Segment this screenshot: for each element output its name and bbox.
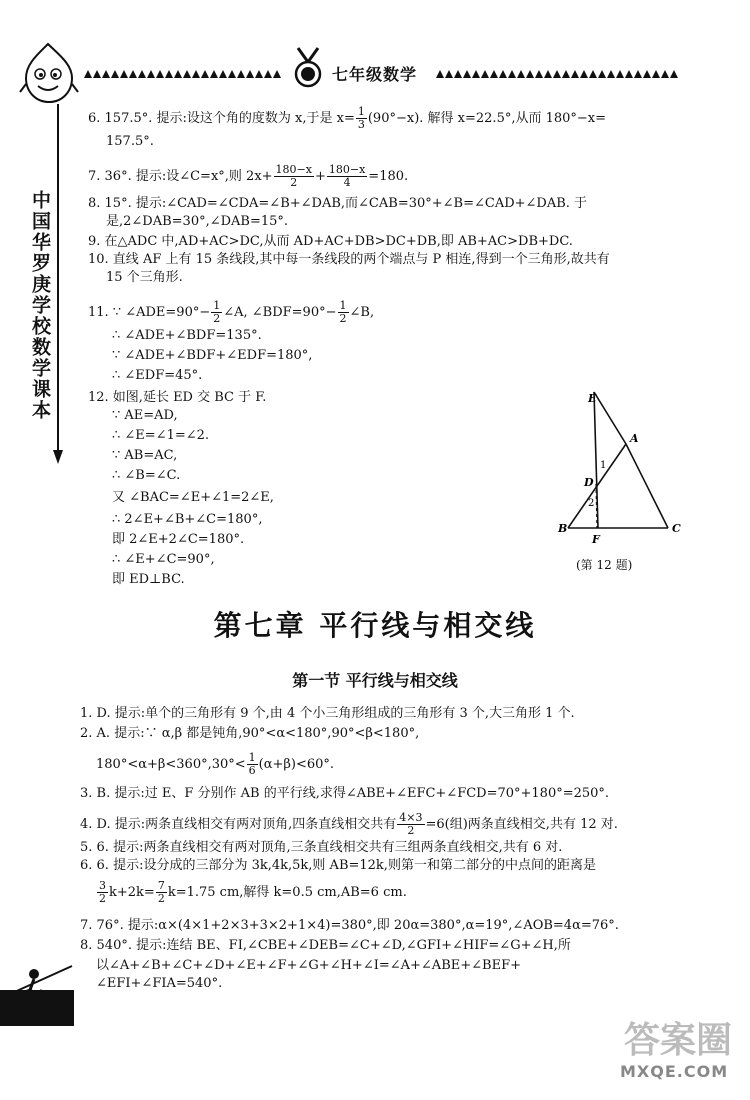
header-triangle — [517, 70, 525, 78]
answer-12-line3: ∴ ∠E=∠1=∠2. — [112, 428, 210, 443]
answer-12-line2: ∵ AE=AD, — [112, 408, 178, 423]
answer-b7: 7. 76°. 提示:α×(4×1+2×3+3×2+1×4)=380°,即 20α=380°,α=19°,∠AOB=4α=76°. — [80, 918, 619, 933]
header-triangle — [174, 70, 182, 78]
header-triangle — [255, 70, 263, 78]
answer-6-line1: 6. 157.5°. 提示:设这个角的度数为 x,于是 x= $\frac{1}{3}$ (90°−x). 解得 x=22.5°,从而 180°−x= — [88, 105, 607, 131]
answer-12-line1: 12. 如图,延长 ED 交 BC 于 F. — [88, 390, 267, 405]
section-title: 第一节 平行线与相交线 — [292, 671, 458, 690]
watermark-url: MXQE.COM — [620, 1062, 729, 1081]
answer-7: 7. 36°. 提示:设∠C=x°,则 2x+ $\frac{180-x}{2}$ + $\frac{180-x}{4}$ =180. — [88, 163, 409, 189]
header-triangle — [273, 70, 281, 78]
figure-label-2: 2 — [588, 498, 595, 509]
answer-10-line1: 10. 直线 AF 上有 15 条线段,其中每一条线段的两个端点与 P 相连,得到一个三角形,故共有 — [88, 252, 610, 267]
header-triangle — [544, 70, 552, 78]
header-triangle — [129, 70, 137, 78]
header-triangle — [156, 70, 164, 78]
header-triangle — [147, 70, 155, 78]
mascot-logo — [18, 40, 80, 106]
figure-label-f: F — [592, 533, 600, 546]
answer-11-line2: ∴ ∠ADE+∠BDF=135°. — [112, 328, 262, 343]
header-triangle — [598, 70, 606, 78]
header-triangle — [661, 70, 669, 78]
header-triangle — [652, 70, 660, 78]
fraction: $\frac{1}{3}$ — [357, 105, 365, 131]
header-triangle — [634, 70, 642, 78]
header-triangle — [120, 70, 128, 78]
header-triangle — [165, 70, 173, 78]
figure-label-a: A — [630, 432, 639, 445]
footer-black-block — [0, 990, 74, 1026]
header-triangle — [183, 70, 191, 78]
answer-b2-line1: 2. A. 提示:∵ α,β 都是钝角,90°<α<180°,90°<β<180°, — [80, 726, 420, 741]
answer-b8-line3: ∠EFI+∠FIA=540°. — [96, 976, 223, 991]
answer-12-line4: ∵ AB=AC, — [112, 448, 178, 463]
answer-12-line6: 又 ∠BAC=∠E+∠1=2∠E, — [112, 490, 274, 505]
answer-12-line8: 即 2∠E+2∠C=180°. — [112, 532, 245, 547]
header-triangle — [589, 70, 597, 78]
triangle-figure — [548, 388, 688, 548]
header-triangle — [210, 70, 218, 78]
header-triangle — [219, 70, 227, 78]
side-arrow-line — [53, 104, 63, 464]
header-rule-right — [436, 70, 684, 78]
header-triangle — [246, 70, 254, 78]
header-triangle — [111, 70, 119, 78]
header-triangle — [201, 70, 209, 78]
answer-b8-line1: 8. 540°. 提示:连结 BE、FI,∠CBE+∠DEB=∠C+∠D,∠GFI+∠HIF=∠G+∠H,所 — [80, 938, 571, 953]
header-triangle — [643, 70, 651, 78]
header-triangle — [490, 70, 498, 78]
header-triangle — [472, 70, 480, 78]
header-triangle — [84, 70, 92, 78]
answer-6-line2: 157.5°. — [106, 134, 154, 149]
header-triangle — [607, 70, 615, 78]
answer-11-line3: ∵ ∠ADE+∠BDF+∠EDF=180°, — [112, 348, 313, 363]
header-rule-left — [84, 70, 286, 78]
header-triangle — [228, 70, 236, 78]
header-triangle — [508, 70, 516, 78]
header-triangle — [499, 70, 507, 78]
book-title-vertical: 中国华罗庚学校数学课本 — [29, 190, 51, 421]
answer-b6-line2: $\frac{3}{2}$ k+2k= $\frac{7}{2}$ k=1.75 cm,解得 k=0.5 cm,AB=6 cm. — [99, 879, 407, 905]
header-triangle — [571, 70, 579, 78]
header-triangle — [237, 70, 245, 78]
header-triangle — [625, 70, 633, 78]
header-triangle — [463, 70, 471, 78]
header-triangle — [454, 70, 462, 78]
answer-12-line9: ∴ ∠E+∠C=90°, — [112, 552, 215, 567]
answer-12-line5: ∴ ∠B=∠C. — [112, 468, 181, 483]
watermark-logo: 答案圈 — [624, 1020, 733, 1061]
answer-9: 9. 在△ADC 中,AD+AC>DC,从而 AD+AC+DB>DC+DB,即 AB+AC>DB+DC. — [88, 234, 573, 249]
header-triangle — [481, 70, 489, 78]
figure-label-1: 1 — [600, 460, 607, 471]
header-triangle — [562, 70, 570, 78]
answer-8-line2: 是,2∠DAB=30°,∠DAB=15°. — [106, 214, 289, 229]
figure-label-e: E — [588, 392, 597, 405]
answer-b1: 1. D. 提示:单个的三角形有 9 个,由 4 个小三角形组成的三角形有 3 个,大三角形 1 个. — [80, 706, 575, 721]
answer-8-line1: 8. 15°. 提示:∠CAD=∠CDA=∠B+∠DAB,而∠CAB=30°+∠B=∠CAD+∠DAB. 于 — [88, 196, 588, 211]
answer-10-line2: 15 个三角形. — [106, 270, 183, 285]
answer-b8-line2: 以∠A+∠B+∠C+∠D+∠E+∠F+∠G+∠H+∠I=∠A+∠ABE+∠BEF+ — [96, 958, 521, 973]
answer-11-line1: 11. ∵ ∠ADE=90°− $\frac{1}{2}$ ∠A, ∠BDF=90°− $\frac{1}{2}$ ∠B, — [88, 299, 375, 325]
header-triangle — [526, 70, 534, 78]
answer-12-line7: ∴ 2∠E+∠B+∠C=180°, — [112, 512, 263, 527]
header-triangle — [535, 70, 543, 78]
answer-11-line4: ∴ ∠EDF=45°. — [112, 368, 203, 383]
answer-b3: 3. B. 提示:过 E、F 分别作 AB 的平行线,求得∠ABE+∠EFC+∠FCD=70°+180°=250°. — [80, 786, 610, 801]
figure-label-d: D — [584, 476, 594, 489]
answer-b4: 4. D. 提示:两条直线相交有两对顶角,四条直线相交共有 $\frac{4\times 3}{2}$ =6(组)两条直线相交,共有 12 对. — [80, 811, 618, 837]
header-triangle — [192, 70, 200, 78]
answer-12-line10: 即 ED⊥BC. — [112, 572, 185, 587]
header-triangle — [102, 70, 110, 78]
header-triangle — [616, 70, 624, 78]
figure-label-c: C — [672, 522, 681, 535]
answer-b5: 5. 6. 提示:两条直线相交有两对顶角,三条直线相交共有三组两条直线相交,共有 6 对. — [80, 840, 563, 855]
chapter-title: 第七章 平行线与相交线 — [213, 609, 537, 642]
header-triangle — [670, 70, 678, 78]
header-triangle — [138, 70, 146, 78]
header-triangle — [553, 70, 561, 78]
figure-label-b: B — [558, 522, 568, 535]
figure-caption: (第 12 题) — [576, 558, 633, 572]
medal-icon — [290, 46, 326, 90]
header-triangle — [264, 70, 272, 78]
header-title: 七年级数学 — [332, 65, 418, 84]
header-triangle — [436, 70, 444, 78]
answer-b6-line1: 6. 6. 提示:设分成的三部分为 3k,4k,5k,则 AB=12k,则第一和第二部分的中点间的距离是 — [80, 858, 596, 873]
header-triangle — [445, 70, 453, 78]
header-triangle — [93, 70, 101, 78]
header-triangle — [580, 70, 588, 78]
answer-b2-line2: 180°<α+β<360°,30°< $\frac{1}{6}$ (α+β)<60°. — [96, 751, 335, 777]
